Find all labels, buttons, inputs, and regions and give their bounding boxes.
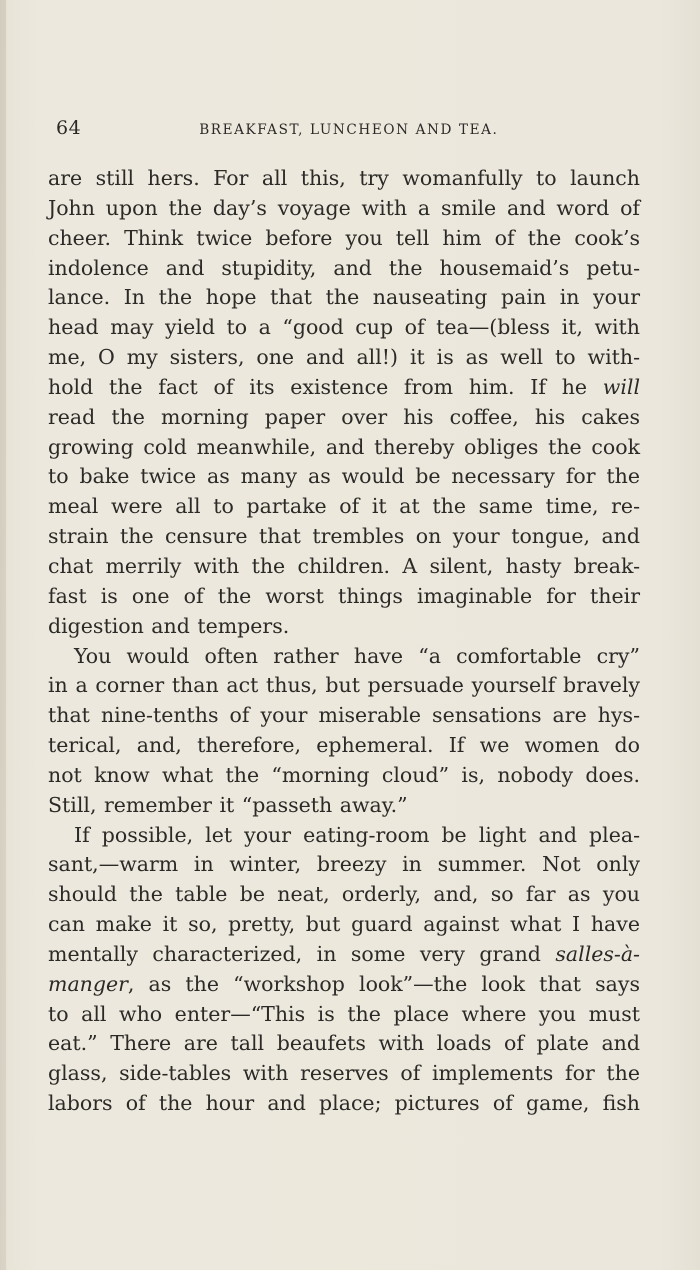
text-line-28-rest: , as the “workshop look”—the look that says [127,971,640,996]
running-title: BREAKFAST, LUNCHEON AND TEA. [199,122,499,138]
text-line-9: read the morning paper over his coffee, his cakes [48,404,640,429]
emphasis-will: will [602,374,640,399]
text-line-27 [48,940,640,970]
text-line-5: lance. In the hope that the nauseating pain in your [48,285,640,310]
text-line-7: me, O my sisters, one and all!) it is as well to with- [48,345,640,370]
emphasis-manger: manger [48,971,128,996]
body-text [48,164,640,1119]
text-line-20: terical, and, therefore, ephemeral. If we women do [48,733,640,758]
text-line-29: to all who enter—“This is the place where you must [48,1001,640,1026]
text-line-24: sant,—warm in winter, breezy in summer. Not only [48,852,640,877]
page-number: 64 [56,117,82,139]
text-line-31: glass, side-tables with reserves of implements for the [48,1061,640,1086]
text-line-19: that nine-tenths of your miserable sensations are hys- [48,703,640,728]
text-line-25: should the table be neat, orderly, and, so far as you [48,882,640,907]
text-line-14: chat merrily with the children. A silent, hasty break- [48,553,640,578]
text-line-6: head may yield to a “good cup of tea—(bless it, with [48,315,640,340]
text-line-15: fast is one of the worst things imaginable for their [48,583,640,608]
text-line-16: digestion and tempers. [48,613,290,638]
text-line-30: eat.” There are tall beaufets with loads of plate and [48,1031,640,1056]
text-line-4: indolence and stupidity, and the housemaid’s petu- [48,255,640,280]
text-line-13: strain the censure that trembles on your tongue, and [48,524,640,549]
text-line-8 [48,373,640,403]
text-line-12: meal were all to partake of it at the same time, re- [48,494,640,519]
text-line-27-start: mentally characterized, in some very grand [48,941,556,966]
emphasis-salles: salles-à- [555,941,640,966]
text-line-22: Still, remember it “passeth away.” [48,792,408,817]
text-line-2: John upon the day’s voyage with a smile and word of [48,195,640,220]
text-line-18: in a corner than act thus, but persuade yourself bravely [48,673,640,698]
text-line-26: can make it so, pretty, but guard against what I have [48,912,640,937]
text-line-8-start: hold the fact of its existence from him. If he [48,374,603,399]
page-gutter-shadow [0,0,6,1270]
text-line-10: growing cold meanwhile, and thereby obliges the cook [48,434,640,459]
text-line-17: You would often rather have “a comfortable cry” [74,643,640,668]
text-line-3: cheer. Think twice before you tell him of the cook’s [48,225,640,250]
text-line-23: If possible, let your eating-room be light and plea- [74,822,640,847]
text-line-28 [48,970,640,1000]
text-line-32: labors of the hour and place; pictures of game, fish [48,1091,640,1116]
text-line-21: not know what the “morning cloud” is, nobody does. [48,762,640,787]
text-line-11: to bake twice as many as would be necessary for the [48,464,640,489]
text-line-1: are still hers. For all this, try womanfully to launch [48,166,640,190]
page-header [56,117,640,143]
